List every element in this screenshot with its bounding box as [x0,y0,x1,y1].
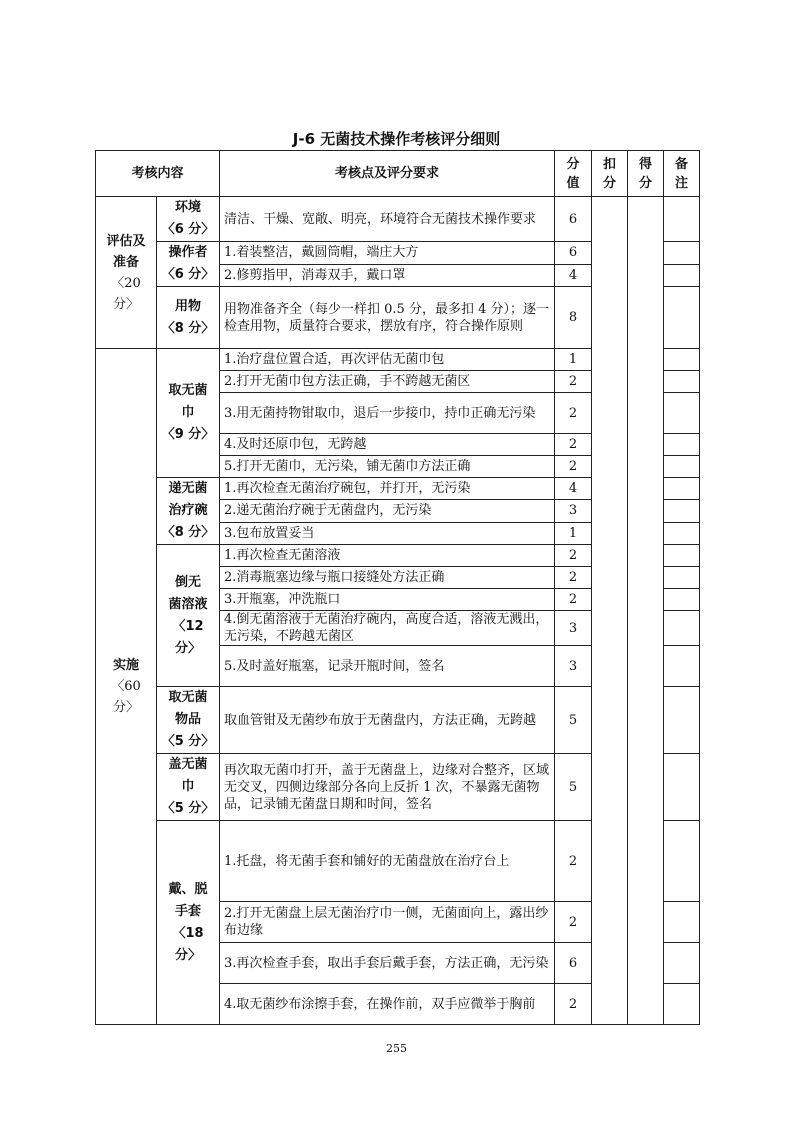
remark-cell [664,500,700,522]
score-value: 3 [568,658,578,674]
header-row [96,151,700,197]
remark-cell [664,371,700,393]
remark-cell [664,434,700,456]
criteria-cell [220,264,555,287]
remark-cell [664,943,700,984]
group-name: 戴、脱 手套〈18 分〉 [168,881,208,963]
score-cell [555,522,592,544]
score-cell [555,984,592,1025]
remark-cell [664,754,700,821]
group-name: 环境 [175,200,202,215]
criteria-cell [220,393,555,434]
criteria-text: 3.包布放置妥当 [224,525,315,541]
remark-cell [664,349,700,371]
score-cell [555,456,592,478]
criteria-text: 取血管钳及无菌纱布放于无菌盘内，方法正确，无跨越 [224,712,537,728]
group-cell [157,545,220,687]
remark-cell [664,545,700,567]
criteria-cell [220,434,555,456]
group-cell [157,754,220,821]
score-value: 4 [568,267,578,283]
criteria-text: 3.开瓶塞，冲洗瓶口 [224,592,341,607]
remark-cell [664,456,700,478]
remark-cell [664,902,700,943]
remark-cell [664,522,700,544]
score-value: 2 [568,570,578,585]
remark-cell [664,589,700,611]
score-value: 4 [568,481,578,497]
score-value: 2 [568,592,578,607]
group-name: 操作者 [168,245,208,260]
section-cell [96,349,157,1025]
remark-cell [664,264,700,287]
score-value: 2 [568,914,578,930]
header-score-cell [555,151,592,197]
score-cell [555,264,592,287]
group-name: 取无菌 物品 [168,690,208,727]
criteria-cell [220,242,555,265]
criteria-text: 3.用无菌持物钳取巾，退后一步接巾，持巾正确无污染 [224,405,536,421]
remark-cell [664,984,700,1025]
criteria-text: 2.修剪指甲，消毒双手，戴口罩 [224,267,406,283]
criteria-text: 4.取无菌纱布涂擦手套，在操作前，双手应微举于胸前 [224,996,536,1012]
score-value: 3 [568,620,578,636]
header-content-cell [96,151,220,197]
document-title: J-6 无菌技术操作考核评分细则 [292,130,501,148]
score-value: 1 [568,352,578,367]
criteria-cell [220,522,555,544]
header-deduct-cell [592,151,628,197]
group-cell [157,197,220,242]
criteria-text: 2.消毒瓶塞边缘与瓶口接缝处方法正确 [224,570,445,585]
header-remark-label: 备 注 [675,156,689,191]
score-value: 5 [568,712,578,728]
score-cell [555,646,592,687]
score-cell [555,478,592,500]
score-value: 6 [568,211,578,227]
criteria-text: 3.再次检查手套，取出手套后戴手套，方法正确，无污染 [224,955,549,971]
criteria-cell [220,349,555,371]
score-cell [555,589,592,611]
score-value: 6 [568,245,578,261]
score-cell [555,902,592,943]
criteria-text: 再次取无菌巾打开，盖于无菌盘上，边缘对合整齐，区域无交叉，四侧边缘部分各向上反折 1 次，不暴露无菌物品，记录铺无菌盘日期和时间，签名 [224,762,550,812]
section-points: 〈20 分〉 [111,275,141,312]
remark-cell [664,287,700,349]
criteria-text: 用物准备齐全（每少一样扣 0.5 分，最多扣 4 分）；逐一检查用物，质量符合要求，摆放有序，符合操作原则 [224,301,549,334]
criteria-text: 1.治疗盘位置合适，再次评估无菌巾包 [224,352,445,367]
group-points: 〈6 分〉 [161,222,215,237]
criteria-text: 2.递无菌治疗碗于无菌盘内，无污染 [224,503,432,519]
remark-cell [664,393,700,434]
table-row [96,197,700,242]
criteria-cell [220,567,555,589]
group-points: 〈8 分〉 [161,525,215,540]
group-name: 倒无 菌溶液 [168,574,208,612]
criteria-text: 2.打开无菌盘上层无菌治疗巾一侧，无菌面向上，露出纱布边缘 [224,906,549,938]
remark-cell [664,197,700,242]
header-points-label: 考核点及评分要求 [335,166,440,181]
page-number: 255 [386,1042,407,1055]
criteria-text: 5.打开无菌巾，无污染，铺无菌巾方法正确 [224,459,471,474]
score-value: 5 [568,779,578,795]
criteria-cell [220,821,555,902]
score-value: 2 [568,459,578,474]
header-content-label: 考核内容 [131,166,184,181]
scoring-table [95,150,700,1025]
group-points: 〈8 分〉 [161,320,215,336]
score-cell [555,242,592,265]
group-cell [157,821,220,1025]
criteria-text: 2.打开无菌巾包方法正确，手不跨越无菌区 [224,374,471,389]
score-cell [555,434,592,456]
group-name: 盖无菌 巾 [168,757,208,794]
score-cell [555,821,592,902]
criteria-text: 1.托盘，将无菌手套和铺好的无菌盘放在治疗台上 [224,853,510,869]
score-cell [555,567,592,589]
header-score-label: 分 值 [566,156,580,191]
group-cell [157,687,220,754]
score-cell [555,943,592,984]
score-value: 2 [568,548,578,563]
score-cell [555,545,592,567]
criteria-text: 4.及时还原巾包，无跨越 [224,437,367,452]
section-name: 实施 [112,658,139,673]
criteria-cell [220,197,555,242]
header-points-cell [220,151,555,197]
score-value: 8 [568,310,578,325]
deduct-cell [592,197,628,1025]
group-points: 〈12 分〉 [172,618,204,656]
remark-cell [664,242,700,265]
criteria-text: 清洁、干燥、宽敞、明亮，环境符合无菌技术操作要求 [224,211,537,227]
group-cell [157,242,220,287]
score-value: 2 [568,374,578,389]
remark-cell [664,821,700,902]
remark-cell [664,478,700,500]
group-points: 〈5 分〉 [161,801,215,816]
group-points: 〈6 分〉 [161,267,215,282]
section-name: 评估及 准备 [106,233,146,270]
section-points: 〈60 分〉 [111,679,141,715]
criteria-cell [220,754,555,821]
criteria-cell [220,500,555,522]
criteria-cell [220,589,555,611]
score-value: 6 [568,955,578,971]
score-value: 3 [568,503,578,519]
score-cell [555,287,592,349]
criteria-cell [220,456,555,478]
remark-cell [664,646,700,687]
score-cell [555,500,592,522]
group-cell [157,287,220,349]
group-cell [157,478,220,545]
header-get-label: 得 分 [639,156,653,191]
group-points: 〈9 分〉 [161,427,215,442]
criteria-text: 5.及时盖好瓶塞，记录开瓶时间，签名 [224,658,445,674]
score-cell [555,349,592,371]
score-cell [555,687,592,754]
criteria-cell [220,287,555,349]
remark-cell [664,611,700,646]
criteria-text: 1.再次检查无菌治疗碗包，并打开，无污染 [224,481,471,497]
score-cell [555,393,592,434]
header-remark-cell [664,151,700,197]
score-value: 2 [568,853,578,869]
remark-cell [664,687,700,754]
score-value: 2 [568,996,578,1012]
score-cell [555,754,592,821]
criteria-cell [220,943,555,984]
criteria-cell [220,545,555,567]
get-cell [628,197,664,1025]
criteria-cell [220,611,555,646]
group-name: 递无菌 治疗碗 [168,481,208,518]
score-cell [555,197,592,242]
score-value: 1 [568,525,578,541]
criteria-text: 1.着装整洁，戴圆筒帽，端庄大方 [224,245,419,261]
group-cell [157,349,220,478]
criteria-cell [220,371,555,393]
criteria-text: 4.倒无菌溶液于无菌治疗碗内，高度合适，溶液无溅出，无污染，不跨越无菌区 [224,612,549,644]
criteria-cell [220,478,555,500]
criteria-cell [220,902,555,943]
section-cell [96,197,157,349]
remark-cell [664,567,700,589]
criteria-cell [220,984,555,1025]
score-cell [555,371,592,393]
criteria-text: 1.再次检查无菌溶液 [224,548,341,563]
criteria-cell [220,646,555,687]
group-points: 〈5 分〉 [161,734,215,749]
score-value: 2 [568,437,578,452]
group-name: 用物 [175,298,202,314]
score-cell [555,611,592,646]
criteria-cell [220,687,555,754]
group-name: 取无菌 巾 [168,383,208,420]
header-get-cell [628,151,664,197]
header-deduct-label: 扣 分 [603,156,617,191]
score-value: 2 [568,405,578,421]
